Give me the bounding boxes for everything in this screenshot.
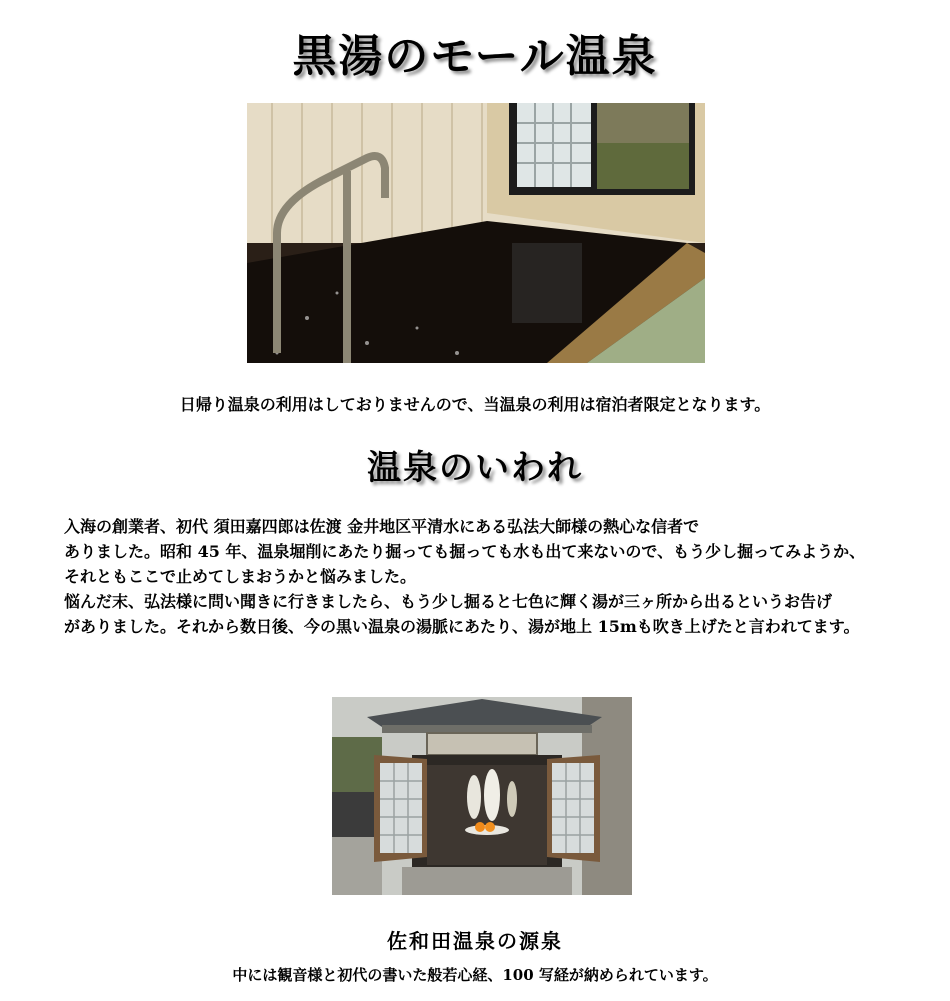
- history-line: ありました。昭和 45 年、温泉堀削にあたり掘っても掘っても水も出て来ないので、もう少し掘ってみようか、: [64, 542, 866, 561]
- history-line: がありました。それから数日後、今の黒い温泉の湯脈にあたり、湯が地上 15mも吹き上げたと言われてます。: [64, 617, 860, 636]
- history-text: [64, 514, 934, 639]
- section-title-history: 温泉のいわれ: [367, 448, 583, 488]
- shrine-caption: 中には観音様と初代の書いた般若心経、100 写経が納められています。: [232, 966, 718, 984]
- bath-photo-illustration: [247, 103, 705, 363]
- bath-caption: 日帰り温泉の利用はしておりませんので、当温泉の利用は宿泊者限定となります。: [179, 395, 771, 414]
- history-line: 悩んだ末、弘法様に問い聞きに行きましたら、もう少し掘ると七色に輝く湯が三ヶ所から出るというお告げ: [64, 592, 833, 611]
- history-line: それともここで止めてしまおうかと悩みました。: [64, 567, 417, 586]
- history-line: 入海の創業者、初代 須田嘉四郎は佐渡 金井地区平清水にある弘法大師様の熱心な信者で: [64, 517, 700, 536]
- shrine-photo: [332, 697, 632, 895]
- shrine-title: 佐和田温泉の源泉: [387, 929, 563, 953]
- page-title: 黒湯のモール温泉: [292, 31, 658, 82]
- shrine-photo-illustration: [332, 697, 632, 895]
- bath-photo: [247, 103, 705, 363]
